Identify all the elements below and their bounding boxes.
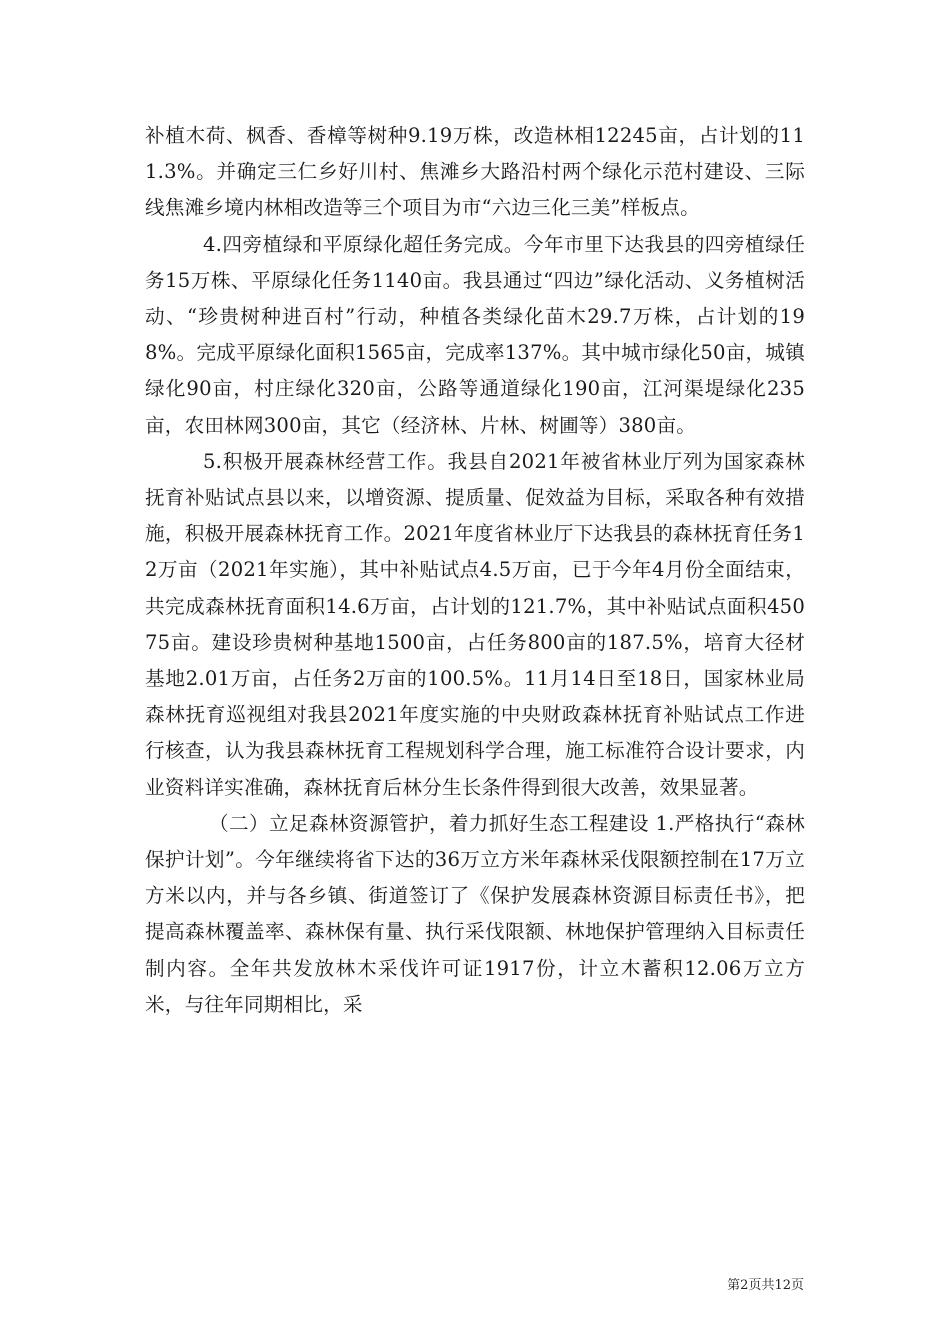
paragraph-continuation: 补植木荷、枫香、香樟等树种9.19万株，改造林相12245亩，占计划的111.3%。并确定三仁乡好川村、焦滩乡大路沿村两个绿化示范村建设、三际线焦滩乡境内林相改造等三个项目为市“六边三化三美”样板点。 [145,124,805,220]
paragraph-forest-management: 5.积极开展森林经营工作。我县自2021年被省林业厅列为国家森林抚育补贴试点县以来，以增资源、提质量、促效益为目标，采取各种有效措施，积极开展森林抚育工作。2021年度省林业厅下达我县的森林抚育任务12万亩（2021年实施），其中补贴试点4.5万亩，已于今年4月份全面结束，共完成森林抚育面积14.6万亩，占计划的121.7%，其中补贴试点面积45075亩。建设珍贵树种基地1500亩，占任务800亩的187.5%，培育大径材基地2.01万亩，占任务2万亩的100.5%。11月14日至18日，国家林业局森林抚育巡视组对我县2021年度实施的中央财政森林抚育补贴试点工作进行核查，认为我县森林抚育工程规划科学合理，施工标准符合设计要求，内业资料详实准确，森林抚育后林分生长条件得到很大改善，效果显著。 [145,449,805,799]
paragraph-greening: 4.四旁植绿和平原绿化超任务完成。今年市里下达我县的四旁植绿任务15万株、平原绿化任务1140亩。我县通过“四边”绿化活动、义务植树活动、“珍贵树种进百村”行动，种植各类绿化苗木29.7万株，占计划的198%。完成平原绿化面积1565亩，完成率137%。其中城市绿化50亩，城镇绿化90亩，村庄绿化320亩，公路等通道绿化190亩，江河渠堤绿化235亩，农田林网300亩，其它（经济林、片林、树圃等）380亩。 [145,232,805,437]
page-number-footer: 第2页共12页 [727,1278,804,1293]
document-body [145,118,805,1023]
paragraph-forest-protection: （二）立足森林资源管护，着力抓好生态工程建设 1.严格执行“森林保护计划”。今年继续将省下达的36万立方米年森林采伐限额控制在17万立方米以内，并与各乡镇、街道签订了《保护发展森林资源目标责任书》，把提高森林覆盖率、森林保有量、执行采伐限额、林地保护管理纳入目标责任制内容。全年共发放林木采伐许可证1917份，计立木蓄积12.06万立方米，与往年同期相比，采 [145,811,805,1016]
